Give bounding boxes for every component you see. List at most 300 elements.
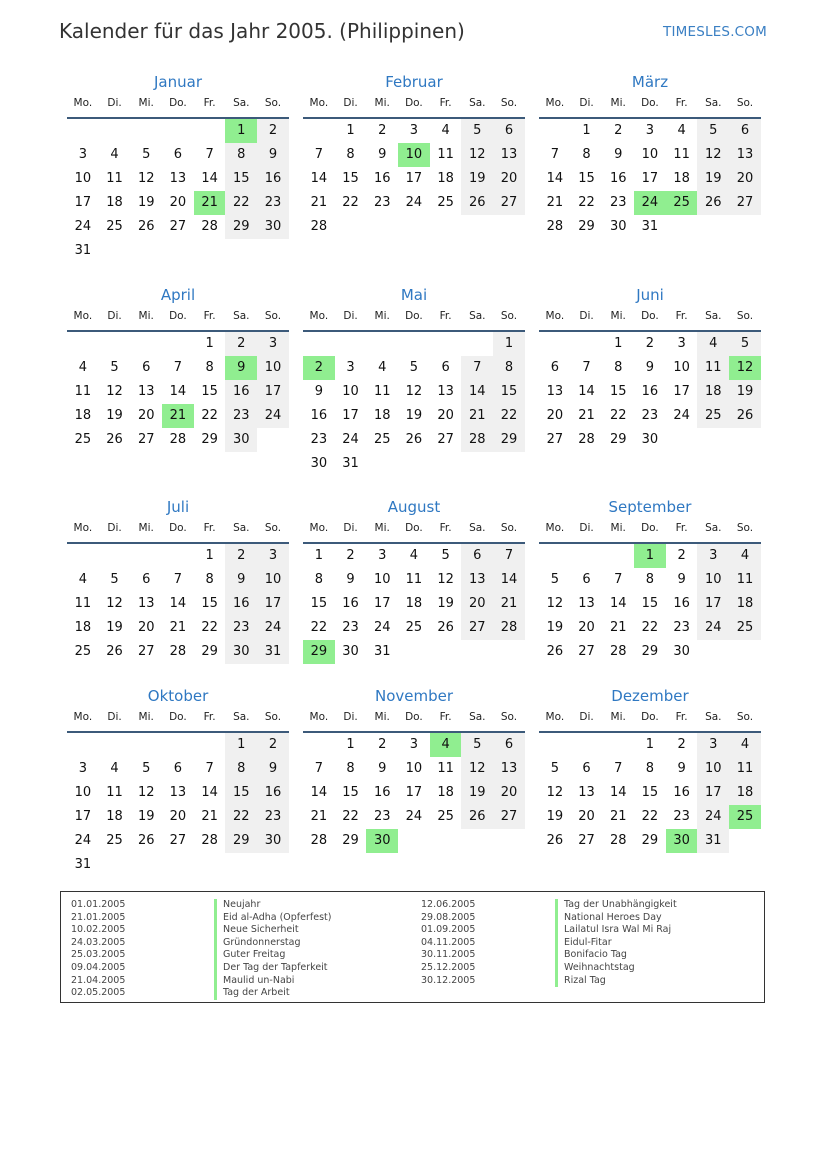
day-cell: 4 bbox=[110, 147, 119, 162]
legend-holiday-date: 21.01.2005 bbox=[71, 911, 126, 923]
holiday-legend bbox=[60, 891, 765, 1003]
day-cell: 29 bbox=[225, 829, 257, 853]
day-cell: 13 bbox=[137, 384, 155, 399]
day-grid bbox=[539, 332, 761, 452]
day-cell: 20 bbox=[546, 408, 564, 423]
day-cell: 31 bbox=[257, 640, 289, 664]
day-cell: 3 bbox=[677, 336, 686, 351]
weekday-label: Mi. bbox=[138, 522, 154, 534]
day-cell: 11 bbox=[673, 147, 690, 162]
legend-holiday-date: 09.04.2005 bbox=[71, 961, 126, 973]
day-grid bbox=[67, 733, 289, 877]
weekday-header bbox=[539, 308, 761, 332]
weekday-label: Mi. bbox=[610, 97, 626, 109]
day-cell: 8 bbox=[645, 761, 655, 776]
day-cell: 10 bbox=[697, 757, 729, 781]
day-cell: 17 bbox=[373, 596, 391, 611]
day-cell: 4 bbox=[78, 572, 87, 587]
day-cell: 18 bbox=[373, 408, 391, 423]
month-oktober bbox=[67, 686, 289, 877]
day-cell: 31 bbox=[74, 243, 92, 258]
month-name: Mai bbox=[400, 286, 428, 304]
empty-cell bbox=[67, 119, 99, 143]
day-cell: 8 bbox=[614, 360, 623, 375]
month-januar bbox=[67, 72, 289, 263]
day-cell: 15 bbox=[310, 596, 328, 611]
day-cell: 2 bbox=[225, 544, 257, 568]
day-cell: 24 bbox=[697, 616, 729, 640]
day-cell: 14 bbox=[609, 596, 627, 611]
day-cell: 19 bbox=[137, 195, 155, 210]
day-cell: 22 bbox=[641, 620, 659, 635]
day-cell: 16 bbox=[373, 171, 391, 186]
weekday-label: Mi. bbox=[138, 97, 154, 109]
day-cell: 5 bbox=[550, 761, 559, 776]
weekday-label: Fr. bbox=[203, 711, 216, 723]
legend-holiday-date: 24.03.2005 bbox=[71, 936, 126, 948]
day-cell: 20 bbox=[578, 620, 595, 635]
day-cell: 17 bbox=[257, 380, 289, 404]
day-cell: 30 bbox=[342, 644, 359, 659]
day-cell: 15 bbox=[641, 596, 659, 611]
day-grid bbox=[67, 544, 289, 664]
day-cell: 19 bbox=[697, 167, 729, 191]
day-cell: 28 bbox=[169, 644, 187, 659]
empty-cell bbox=[67, 544, 99, 568]
legend-left-dates bbox=[71, 899, 125, 1000]
day-cell: 11 bbox=[106, 785, 123, 800]
weekday-label: Fr. bbox=[203, 522, 216, 534]
empty-cell bbox=[162, 733, 194, 757]
day-cell: 30 bbox=[641, 432, 659, 447]
day-cell: 9 bbox=[346, 572, 355, 587]
day-cell: 4 bbox=[378, 360, 387, 375]
empty-cell bbox=[303, 733, 335, 757]
day-cell: 31 bbox=[342, 456, 359, 471]
weekday-label: Di. bbox=[107, 522, 122, 534]
day-cell: 12 bbox=[437, 572, 454, 587]
month-september bbox=[539, 497, 761, 664]
day-cell: 30 bbox=[609, 219, 627, 234]
day-cell: 5 bbox=[110, 360, 119, 375]
day-cell: 1 bbox=[314, 548, 323, 563]
weekday-label: Fr. bbox=[675, 522, 688, 534]
day-cell: 23 bbox=[310, 432, 328, 447]
weekday-label: Mo. bbox=[73, 97, 93, 109]
day-cell: 27 bbox=[137, 432, 155, 447]
day-cell: 11 bbox=[106, 171, 123, 186]
day-cell: 2 bbox=[257, 119, 289, 143]
weekday-label: So. bbox=[500, 97, 518, 109]
weekday-label: Mo. bbox=[73, 711, 93, 723]
day-cell: 16 bbox=[310, 408, 328, 423]
weekday-label: Sa. bbox=[469, 711, 486, 723]
empty-cell bbox=[539, 119, 571, 143]
weekday-label: Fr. bbox=[439, 97, 452, 109]
day-cell: 26 bbox=[729, 404, 761, 428]
day-cell: 3 bbox=[378, 548, 387, 563]
brand-link[interactable]: TIMESLES.COM bbox=[663, 24, 767, 40]
day-cell: 8 bbox=[205, 360, 214, 375]
day-cell: 6 bbox=[461, 544, 493, 568]
day-cell: 2 bbox=[677, 548, 686, 563]
empty-cell bbox=[99, 733, 131, 757]
day-cell: 23 bbox=[257, 805, 289, 829]
weekday-label: Sa. bbox=[469, 522, 486, 534]
weekday-label: Fr. bbox=[439, 522, 452, 534]
day-cell: 16 bbox=[257, 781, 289, 805]
weekday-label: Mo. bbox=[309, 97, 329, 109]
day-cell: 11 bbox=[437, 761, 454, 776]
day-cell: 24 bbox=[342, 432, 359, 447]
day-cell: 5 bbox=[142, 147, 151, 162]
day-grid bbox=[67, 332, 289, 452]
day-cell: 5 bbox=[697, 119, 729, 143]
day-cell: 18 bbox=[729, 781, 761, 805]
day-cell: 4 bbox=[697, 332, 729, 356]
empty-cell bbox=[162, 332, 194, 356]
day-cell: 7 bbox=[205, 147, 214, 162]
day-cell: 10 bbox=[342, 384, 359, 399]
weekday-label: Mo. bbox=[545, 711, 565, 723]
empty-cell bbox=[539, 332, 571, 356]
month-name: April bbox=[160, 286, 196, 304]
weekday-label: Di. bbox=[343, 711, 358, 723]
weekday-label: Sa. bbox=[233, 522, 250, 534]
holiday-day-cell: 9 bbox=[225, 356, 257, 380]
weekday-label: Sa. bbox=[705, 310, 722, 322]
day-cell: 6 bbox=[173, 147, 183, 162]
day-cell: 30 bbox=[225, 640, 257, 664]
day-cell: 1 bbox=[582, 123, 591, 138]
legend-holiday-name: Tag der Unabhängigkeit bbox=[555, 899, 677, 912]
weekday-label: So. bbox=[264, 97, 282, 109]
day-cell: 17 bbox=[405, 785, 423, 800]
day-cell: 27 bbox=[729, 191, 761, 215]
weekday-header bbox=[539, 95, 761, 119]
day-cell: 22 bbox=[578, 195, 595, 210]
month-november bbox=[303, 686, 525, 853]
month-name: Juni bbox=[636, 286, 664, 304]
day-cell: 10 bbox=[405, 761, 423, 776]
day-cell: 8 bbox=[493, 356, 525, 380]
day-cell: 10 bbox=[74, 785, 92, 800]
day-cell: 17 bbox=[673, 384, 690, 399]
month-name: Dezember bbox=[611, 687, 689, 705]
day-cell: 16 bbox=[609, 171, 627, 186]
weekday-label: Di. bbox=[107, 711, 122, 723]
day-cell: 21 bbox=[546, 195, 564, 210]
day-cell: 31 bbox=[74, 857, 92, 872]
weekday-header bbox=[303, 520, 525, 544]
legend-holiday-name: Guter Freitag bbox=[214, 949, 331, 962]
day-cell: 7 bbox=[614, 761, 623, 776]
day-cell: 20 bbox=[137, 620, 155, 635]
day-grid bbox=[303, 733, 525, 853]
day-cell: 3 bbox=[409, 737, 419, 752]
empty-cell bbox=[99, 544, 131, 568]
day-cell: 12 bbox=[697, 143, 729, 167]
holiday-day-cell: 25 bbox=[729, 805, 761, 829]
day-cell: 8 bbox=[346, 761, 355, 776]
empty-cell bbox=[162, 119, 194, 143]
weekday-label: Fr. bbox=[203, 310, 216, 322]
day-cell: 21 bbox=[169, 620, 187, 635]
day-cell: 13 bbox=[169, 171, 187, 186]
month-name: Januar bbox=[154, 73, 202, 91]
day-cell: 25 bbox=[697, 404, 729, 428]
day-cell: 31 bbox=[641, 219, 659, 234]
day-cell: 24 bbox=[405, 809, 423, 824]
day-cell: 23 bbox=[673, 809, 690, 824]
holiday-day-cell: 25 bbox=[666, 191, 698, 215]
weekday-label: Mo. bbox=[545, 310, 565, 322]
day-cell: 15 bbox=[225, 781, 257, 805]
day-cell: 7 bbox=[582, 360, 591, 375]
day-cell: 14 bbox=[461, 380, 493, 404]
day-cell: 12 bbox=[546, 596, 564, 611]
weekday-label: Sa. bbox=[469, 310, 486, 322]
day-cell: 13 bbox=[578, 596, 595, 611]
day-cell: 25 bbox=[373, 432, 391, 447]
day-cell: 27 bbox=[461, 616, 493, 640]
day-cell: 27 bbox=[578, 833, 595, 848]
day-cell: 28 bbox=[546, 219, 564, 234]
day-cell: 28 bbox=[493, 616, 525, 640]
day-cell: 20 bbox=[493, 781, 525, 805]
legend-holiday-name: Lailatul Isra Wal Mi Raj bbox=[555, 924, 677, 937]
empty-cell bbox=[571, 733, 603, 757]
legend-holiday-name: National Heroes Day bbox=[555, 912, 677, 925]
day-cell: 14 bbox=[493, 568, 525, 592]
empty-cell bbox=[162, 544, 194, 568]
day-cell: 14 bbox=[201, 785, 218, 800]
legend-holiday-date: 21.04.2005 bbox=[71, 974, 126, 986]
weekday-label: Mo. bbox=[309, 522, 329, 534]
day-cell: 25 bbox=[74, 644, 92, 659]
day-cell: 19 bbox=[405, 408, 423, 423]
day-cell: 6 bbox=[142, 360, 151, 375]
day-cell: 17 bbox=[405, 171, 423, 186]
day-cell: 30 bbox=[673, 644, 690, 659]
weekday-label: Fr. bbox=[439, 310, 452, 322]
day-cell: 16 bbox=[257, 167, 289, 191]
holiday-day-cell: 4 bbox=[430, 733, 462, 757]
weekday-label: Di. bbox=[579, 522, 594, 534]
weekday-label: Sa. bbox=[233, 97, 250, 109]
day-cell: 19 bbox=[437, 596, 454, 611]
legend-holiday-name: Tag der Arbeit bbox=[214, 987, 331, 1000]
day-cell: 22 bbox=[342, 809, 359, 824]
day-cell: 6 bbox=[142, 572, 151, 587]
day-grid bbox=[67, 119, 289, 263]
weekday-label: Do. bbox=[169, 522, 187, 534]
day-cell: 11 bbox=[697, 356, 729, 380]
day-cell: 18 bbox=[673, 171, 690, 186]
empty-cell bbox=[461, 332, 493, 356]
day-cell: 1 bbox=[614, 336, 623, 351]
weekday-label: Fr. bbox=[203, 97, 216, 109]
weekday-label: So. bbox=[736, 711, 754, 723]
weekday-label: Mi. bbox=[374, 97, 390, 109]
day-cell: 20 bbox=[137, 408, 155, 423]
day-cell: 15 bbox=[342, 171, 359, 186]
day-cell: 30 bbox=[225, 428, 257, 452]
holiday-day-cell: 12 bbox=[729, 356, 761, 380]
day-cell: 11 bbox=[437, 147, 454, 162]
legend-holiday-date: 29.08.2005 bbox=[421, 911, 476, 923]
weekday-label: So. bbox=[500, 310, 518, 322]
day-cell: 16 bbox=[373, 785, 391, 800]
month-name: November bbox=[374, 687, 454, 705]
page-title: Kalender für das Jahr 2005. (Philippinen) bbox=[59, 19, 465, 43]
weekday-header bbox=[67, 95, 289, 119]
legend-holiday-name: Neujahr bbox=[214, 899, 331, 912]
day-cell: 24 bbox=[257, 616, 289, 640]
day-cell: 2 bbox=[346, 548, 355, 563]
day-cell: 28 bbox=[578, 432, 595, 447]
month-name: Februar bbox=[385, 73, 443, 91]
legend-left-names bbox=[214, 899, 331, 1000]
day-cell: 14 bbox=[169, 596, 187, 611]
day-cell: 2 bbox=[378, 123, 387, 138]
empty-cell bbox=[366, 332, 398, 356]
legend-holiday-name: Rizal Tag bbox=[555, 975, 677, 988]
empty-cell bbox=[194, 733, 226, 757]
weekday-label: Di. bbox=[107, 310, 122, 322]
day-cell: 17 bbox=[342, 408, 359, 423]
holiday-day-cell: 1 bbox=[634, 544, 666, 568]
legend-holiday-name: Gründonnerstag bbox=[214, 937, 331, 950]
day-cell: 22 bbox=[310, 620, 328, 635]
weekday-label: Mi. bbox=[138, 310, 154, 322]
holiday-day-cell: 21 bbox=[194, 191, 226, 215]
day-cell: 11 bbox=[729, 568, 761, 592]
day-cell: 26 bbox=[461, 805, 493, 829]
day-cell: 3 bbox=[645, 123, 655, 138]
day-cell: 3 bbox=[697, 544, 729, 568]
day-cell: 31 bbox=[697, 829, 729, 853]
day-cell: 28 bbox=[201, 833, 218, 848]
day-cell: 28 bbox=[310, 219, 328, 234]
day-cell: 24 bbox=[74, 833, 92, 848]
day-cell: 4 bbox=[409, 548, 419, 563]
day-cell: 14 bbox=[310, 171, 328, 186]
day-cell: 28 bbox=[310, 833, 328, 848]
weekday-header bbox=[67, 709, 289, 733]
weekday-label: Do. bbox=[641, 522, 659, 534]
day-cell: 27 bbox=[493, 805, 525, 829]
month-name: Oktober bbox=[147, 687, 209, 705]
month-name: August bbox=[387, 498, 441, 516]
day-cell: 12 bbox=[461, 143, 493, 167]
day-cell: 25 bbox=[405, 620, 423, 635]
legend-holiday-name: Weihnachtstag bbox=[555, 962, 677, 975]
day-cell: 17 bbox=[641, 171, 659, 186]
legend-holiday-date: 10.02.2005 bbox=[71, 924, 126, 936]
day-cell: 28 bbox=[609, 644, 627, 659]
day-cell: 26 bbox=[405, 432, 423, 447]
weekday-label: Do. bbox=[169, 711, 187, 723]
day-cell: 15 bbox=[609, 384, 627, 399]
day-cell: 3 bbox=[346, 360, 355, 375]
weekday-label: Do. bbox=[641, 97, 659, 109]
weekday-label: Do. bbox=[405, 310, 423, 322]
day-cell: 9 bbox=[677, 761, 686, 776]
day-cell: 5 bbox=[409, 360, 419, 375]
day-cell: 22 bbox=[342, 195, 359, 210]
day-cell: 7 bbox=[461, 356, 493, 380]
day-cell: 19 bbox=[106, 620, 123, 635]
day-cell: 24 bbox=[257, 404, 289, 428]
day-cell: 26 bbox=[137, 833, 155, 848]
day-cell: 1 bbox=[645, 737, 655, 752]
day-cell: 6 bbox=[729, 119, 761, 143]
day-cell: 25 bbox=[106, 833, 123, 848]
day-cell: 2 bbox=[257, 733, 289, 757]
day-cell: 27 bbox=[546, 432, 564, 447]
day-cell: 4 bbox=[729, 733, 761, 757]
day-cell: 20 bbox=[169, 195, 187, 210]
day-cell: 25 bbox=[106, 219, 123, 234]
day-cell: 18 bbox=[697, 380, 729, 404]
day-cell: 22 bbox=[201, 408, 218, 423]
day-cell: 14 bbox=[609, 785, 627, 800]
day-cell: 28 bbox=[201, 219, 218, 234]
day-cell: 27 bbox=[493, 191, 525, 215]
empty-cell bbox=[99, 119, 131, 143]
day-cell: 6 bbox=[441, 360, 450, 375]
weekday-label: So. bbox=[500, 711, 518, 723]
day-cell: 7 bbox=[614, 572, 623, 587]
day-cell: 9 bbox=[378, 147, 387, 162]
day-cell: 22 bbox=[609, 408, 627, 423]
day-cell: 27 bbox=[137, 644, 155, 659]
day-cell: 5 bbox=[461, 733, 493, 757]
day-cell: 19 bbox=[137, 809, 155, 824]
day-cell: 11 bbox=[729, 757, 761, 781]
day-grid bbox=[539, 544, 761, 664]
weekday-label: Mo. bbox=[309, 310, 329, 322]
day-cell: 6 bbox=[550, 360, 559, 375]
day-cell: 8 bbox=[314, 572, 323, 587]
day-cell: 7 bbox=[493, 544, 525, 568]
day-cell: 19 bbox=[106, 408, 123, 423]
empty-cell bbox=[130, 733, 162, 757]
legend-holiday-date: 25.03.2005 bbox=[71, 949, 126, 961]
legend-holiday-date: 01.09.2005 bbox=[421, 924, 476, 936]
day-cell: 23 bbox=[641, 408, 659, 423]
day-cell: 4 bbox=[441, 123, 450, 138]
day-grid bbox=[539, 119, 761, 239]
day-cell: 16 bbox=[673, 785, 690, 800]
day-cell: 1 bbox=[493, 332, 525, 356]
weekday-label: Sa. bbox=[233, 310, 250, 322]
empty-cell bbox=[398, 332, 430, 356]
empty-cell bbox=[130, 544, 162, 568]
day-cell: 18 bbox=[74, 620, 92, 635]
day-cell: 16 bbox=[641, 384, 659, 399]
day-cell: 12 bbox=[461, 757, 493, 781]
legend-holiday-date: 02.05.2005 bbox=[71, 987, 126, 999]
day-cell: 23 bbox=[257, 191, 289, 215]
day-cell: 23 bbox=[373, 195, 391, 210]
day-cell: 14 bbox=[578, 384, 595, 399]
day-cell: 3 bbox=[78, 761, 87, 776]
day-cell: 14 bbox=[546, 171, 564, 186]
legend-holiday-date: 30.11.2005 bbox=[421, 949, 476, 961]
day-cell: 13 bbox=[578, 785, 595, 800]
